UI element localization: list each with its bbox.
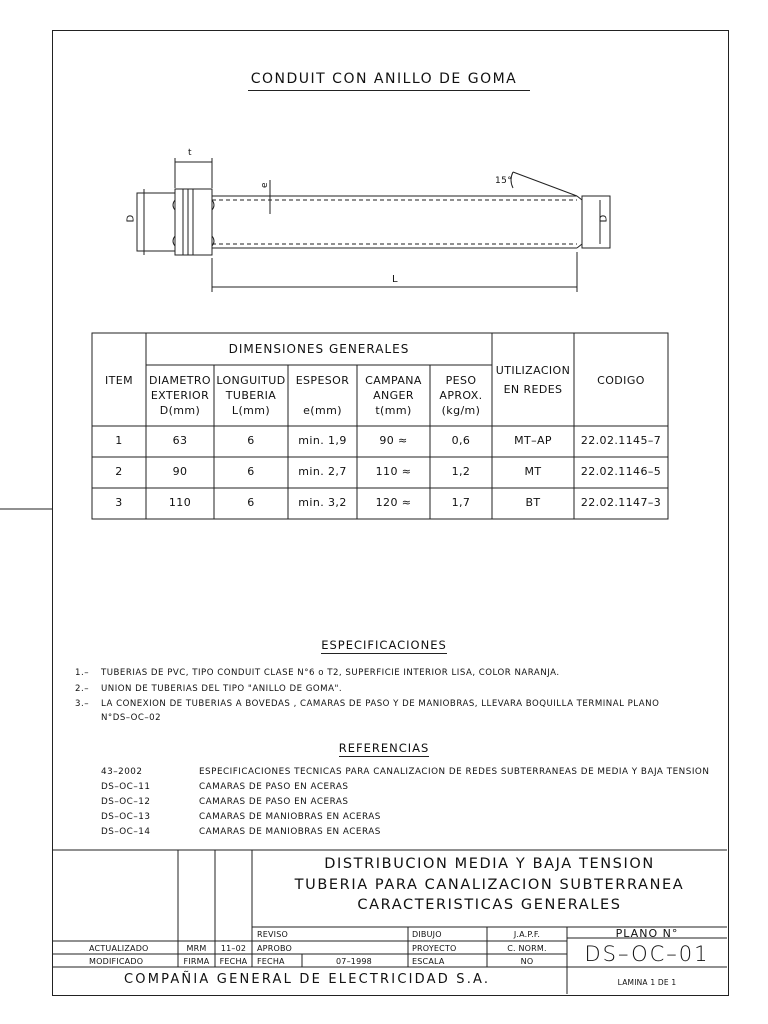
th-diam-1: DIAMETRO [149,374,211,387]
tb-title-1: DISTRIBUCION MEDIA Y BAJA TENSION [324,856,655,872]
cell-item: 2 [115,465,123,478]
tb-fecha-label: FECHA [257,957,285,966]
cell-util: MT [524,465,542,478]
th-long-2: TUBERIA [225,389,277,402]
th-util-2: EN REDES [503,383,563,396]
spec-text-1: TUBERIAS DE PVC, TIPO CONDUIT CLASE N°6 o T2, SUPERFICIE INTERIOR LISA, COLOR NARANJA. [101,668,560,678]
th-peso-1: PESO [445,374,477,387]
th-camp-2: ANGER [373,389,414,402]
tb-fecha: 07–1998 [336,957,372,966]
drawing-title: CONDUIT CON ANILLO DE GOMA [250,71,518,87]
tb-dibujo: DIBUJO [412,930,442,939]
cell-long: 6 [247,496,255,509]
tb-mrm: MRM [186,944,207,953]
ref-text: CAMARAS DE PASO EN ACERAS [199,782,349,792]
ref-text: ESPECIFICACIONES TECNICAS PARA CANALIZACION DE REDES SUBTERRANEAS DE MEDIA Y BAJA TENSION [199,767,710,777]
dim-e-label: e [259,182,270,188]
ref-code: DS–OC–13 [101,812,151,822]
cell-long: 6 [247,465,255,478]
tb-proyecto-val: C. NORM. [507,944,547,953]
th-dimensiones: DIMENSIONES GENERALES [228,342,410,356]
cell-util: MT–AP [514,434,552,447]
tb-lamina: LAMINA 1 DE 1 [617,978,677,987]
cell-codigo: 22.02.1146–5 [580,465,662,478]
th-peso-2: APROX. [439,389,483,402]
th-codigo: CODIGO [597,374,645,387]
dim-t-label: t [188,148,192,158]
cell-diam: 63 [172,434,188,447]
th-item: ITEM [104,374,133,387]
ref-code: DS–OC–12 [101,797,151,807]
ref-code: DS–OC–14 [101,827,151,837]
tb-company: COMPAÑIA GENERAL DE ELECTRICIDAD S.A. [124,972,491,987]
th-camp-1: CAMPANA [365,374,422,387]
cell-item: 1 [115,434,123,447]
spec-text-2: UNION DE TUBERIAS DEL TIPO "ANILLO DE GOMA". [101,684,343,694]
cell-peso: 0,6 [451,434,471,447]
spec-num-2: 2.– [75,684,89,694]
specs-heading-text: ESPECIFICACIONES [321,638,447,652]
cell-peso: 1,7 [451,496,471,509]
th-diam-2: EXTERIOR [150,389,210,402]
tb-plano-num: DS–OC–01 [584,942,710,966]
cell-esp: min. 1,9 [298,434,347,447]
spec-text-3: LA CONEXION DE TUBERIAS A BOVEDAS , CAMARAS DE PASO Y DE MANIOBRAS, LLEVARA BOQUILLA TERMINAL PLANO [101,699,660,709]
ref-text: CAMARAS DE MANIOBRAS EN ACERAS [199,812,381,822]
tb-aprobo: APROBO [257,944,292,953]
cell-camp: 120 ≈ [375,496,412,509]
dim-angle-label: 15° [495,176,513,186]
table-grid [92,333,668,519]
spec-text-3-cont: N°DS–OC–02 [101,713,162,723]
conduit-drawing [137,158,610,292]
tb-date-upd: 11–02 [220,944,247,953]
ref-text: CAMARAS DE PASO EN ACERAS [199,797,349,807]
tb-escala: ESCALA [412,957,445,966]
cell-codigo: 22.02.1145–7 [580,434,662,447]
ref-code: 43–2002 [101,767,143,777]
specs-heading [0,638,768,652]
th-peso-3: (kg/m) [441,404,481,417]
cell-peso: 1,2 [451,465,471,478]
refs-heading [0,741,768,755]
cell-camp: 110 ≈ [375,465,412,478]
refs-heading-text: REFERENCIAS [338,741,430,755]
cell-long: 6 [247,434,255,447]
tb-modificado: MODIFICADO [89,957,144,966]
spec-num-1: 1.– [75,668,89,678]
cell-codigo: 22.02.1147–3 [580,496,662,509]
th-long-1: LONGUITUD [216,374,286,387]
cell-esp: min. 3,2 [298,496,347,509]
cell-diam: 90 [172,465,188,478]
cell-item: 3 [115,496,123,509]
th-esp-2: e(mm) [303,404,342,417]
cell-camp: 90 ≈ [379,434,408,447]
tb-fecha-col: FECHA [219,957,248,966]
cell-util: BT [525,496,541,509]
th-esp-1: ESPESOR [295,374,350,387]
ref-code: DS–OC–11 [101,782,151,792]
tb-reviso: REVISO [257,930,289,939]
dim-d-left-label: D [125,214,137,223]
tb-firma: FIRMA [183,957,210,966]
th-long-3: L(mm) [231,404,271,417]
cell-diam: 110 [168,496,192,509]
spec-num-3: 3.– [75,699,89,709]
th-diam-3: D(mm) [159,404,201,417]
tb-dibujo-val: J.A.P.F. [513,930,541,939]
tb-proyecto: PROYECTO [412,944,457,953]
tb-title-3: CARACTERISTICAS GENERALES [357,897,622,913]
th-camp-3: t(mm) [375,404,412,417]
tb-escala-val: NO [520,957,534,966]
cell-esp: min. 2,7 [298,465,347,478]
dim-d-right-label: D [598,214,610,223]
th-util-1: UTILIZACION [495,364,571,377]
ref-text: CAMARAS DE MANIOBRAS EN ACERAS [199,827,381,837]
tb-title-2: TUBERIA PARA CANALIZACION SUBTERRANEA [294,877,685,893]
dim-l-label: L [392,274,398,285]
title-underline [248,90,530,91]
tb-actualizado: ACTUALIZADO [89,944,149,953]
tb-plano-label: PLANO N° [615,927,679,940]
